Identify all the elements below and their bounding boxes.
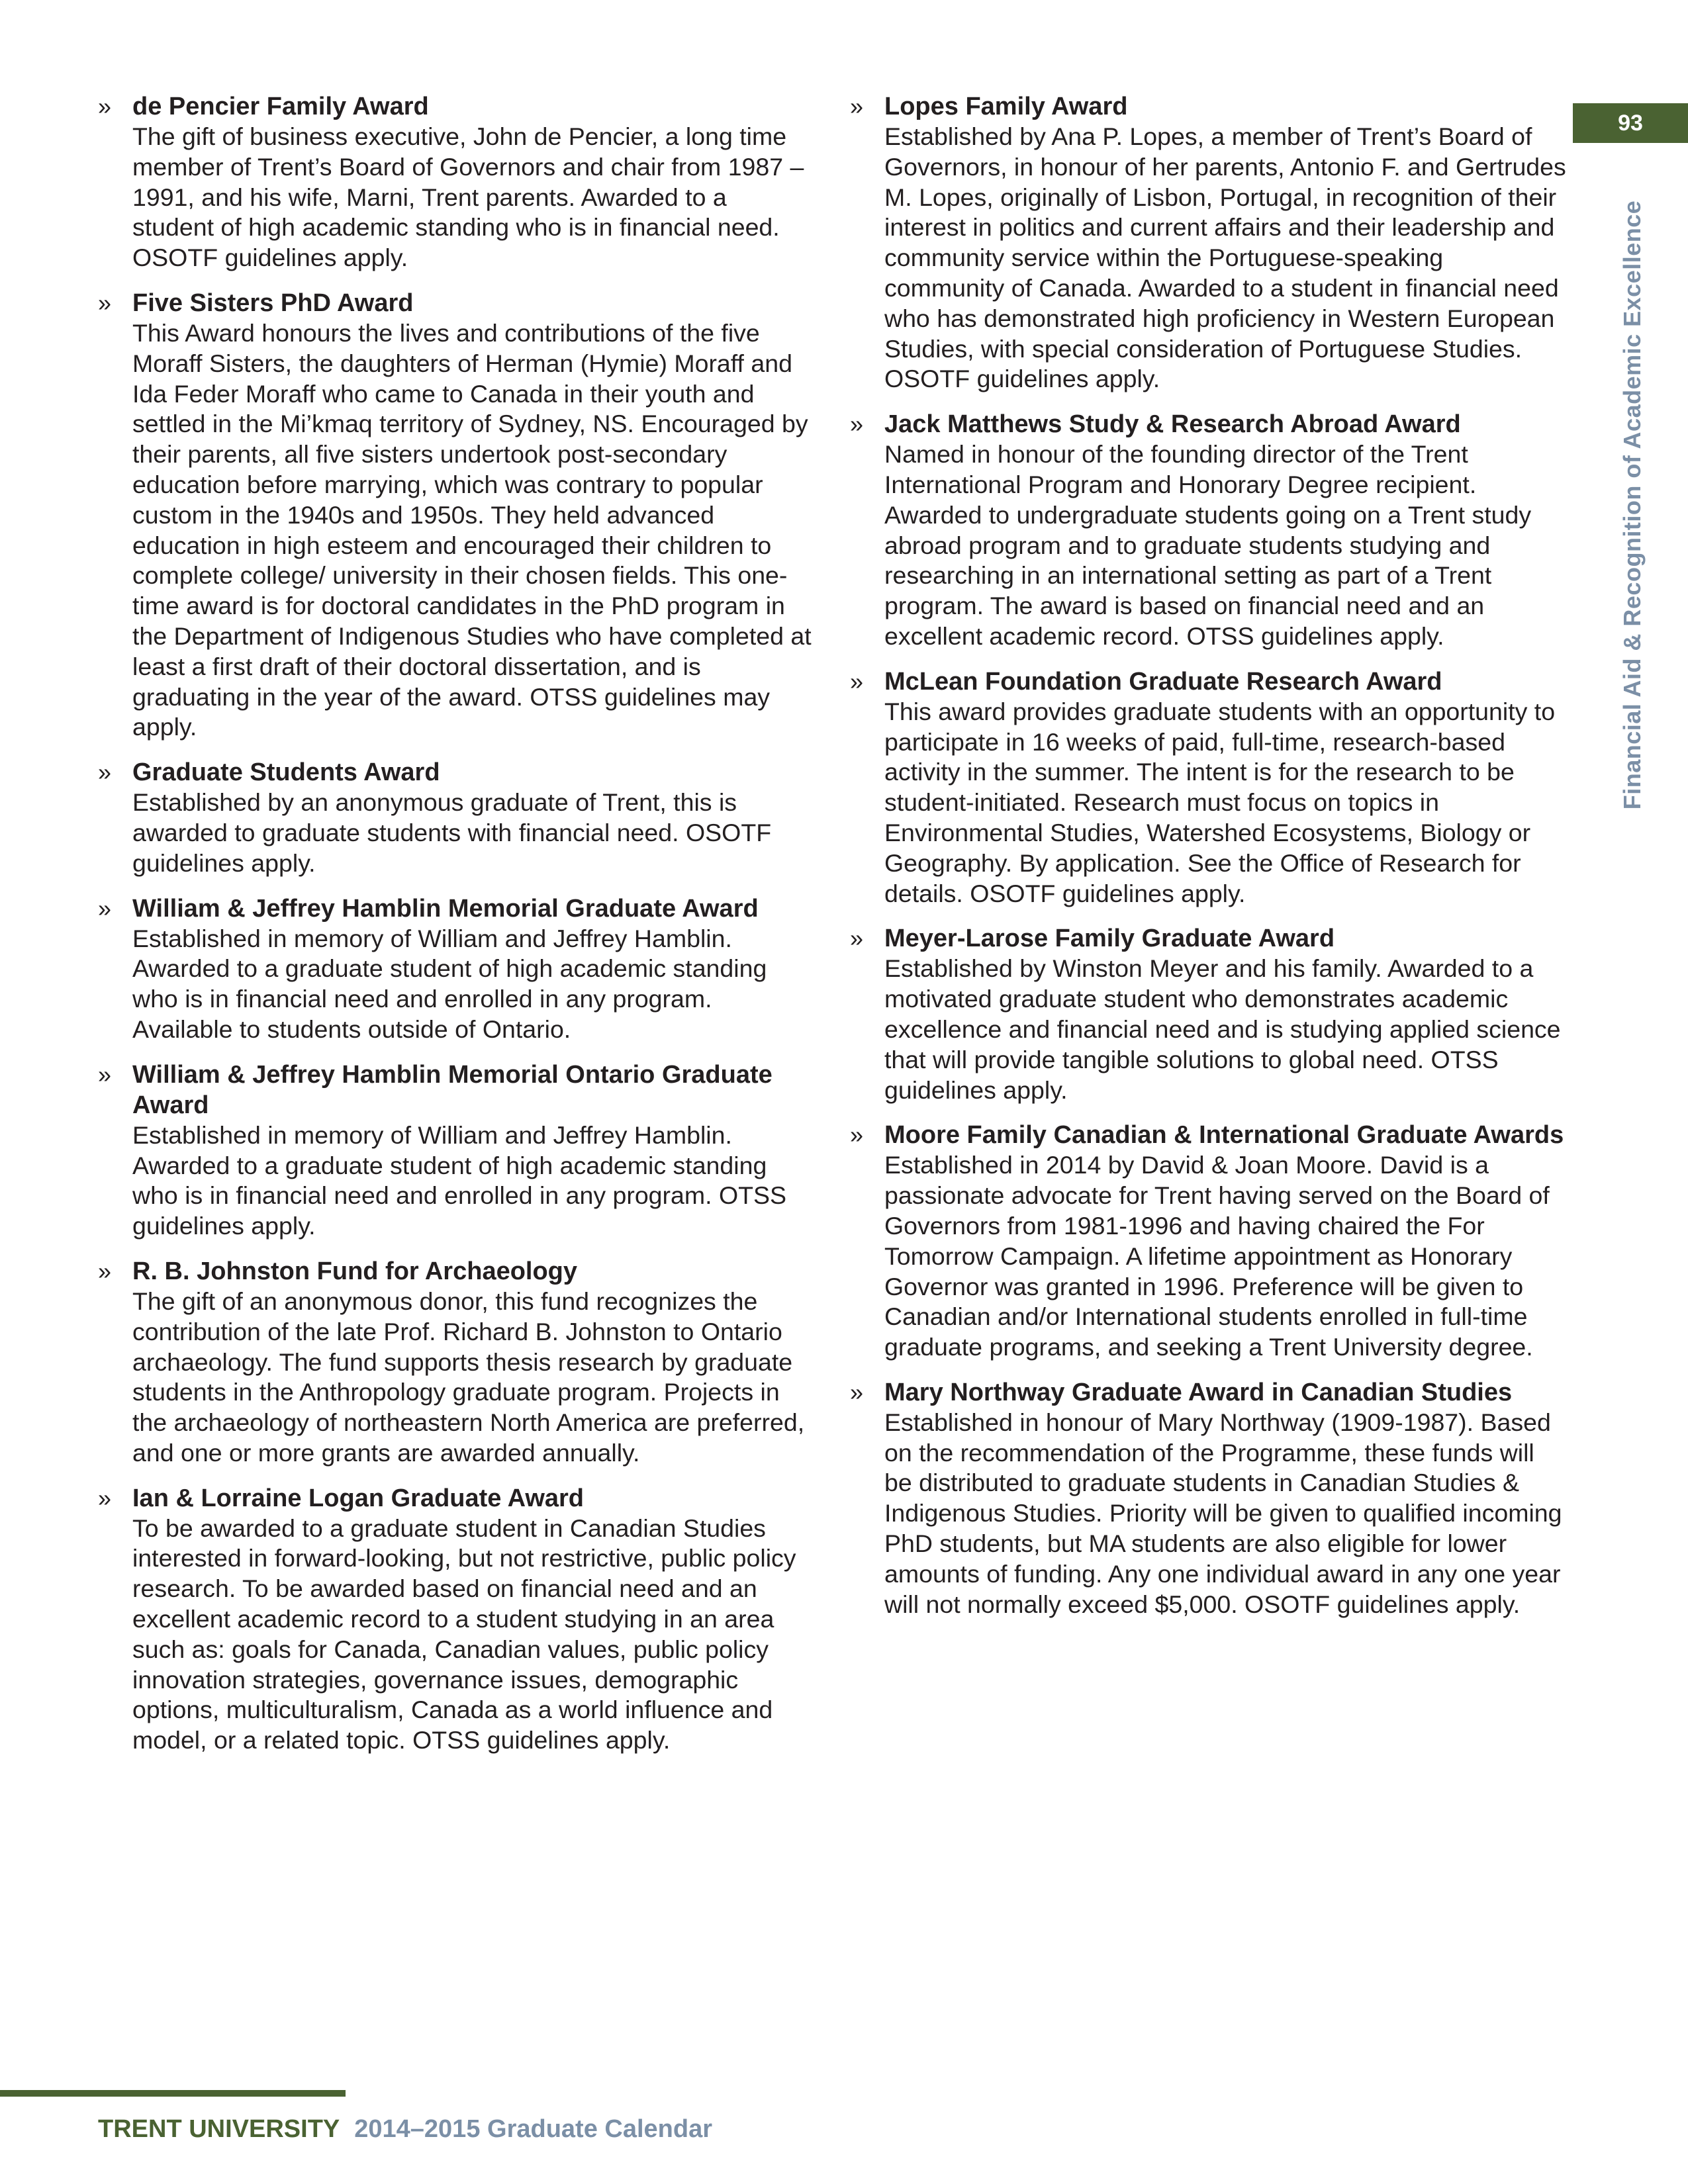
footer-university: TRENT UNIVERSITY [98,2115,340,2143]
award-entry [93,1256,814,1469]
award-description: Established in honour of Mary Northway (1909-1987). Based on the recommendation of the Programme, these funds will be distributed to graduate students in Canadian Studies & Indigenous Studies. Priority will be given to qualified incoming PhD students, but MA students are also eligible for lower amounts of funding. Any one individual award in any one year will not normally exceed $5,000. OSOTF guidelines apply. [884,1408,1562,1618]
award-title: Meyer-Larose Family Graduate Award [884,925,1335,953]
award-description: Named in honour of the founding director of the Trent International Program and Honorary Degree recipient. Awarded to undergraduate students going on a Trent study abroad program and to graduate students studying and researching in an international setting as part of a Trent program. The award is based on financial need and an excellent academic record. OTSS guidelines apply. [884,440,1532,650]
award-entry [93,893,814,1045]
award-description: Established in 2014 by David & Joan Moore. David is a passionate advocate for Trent having served on the Board of Governors from 1981-1996 and having chaired the For Tomorrow Campaign. A lifetime appointment as Honorary Governor was granted in 1996. Preference will be given to Canadian and/or International students enrolled in full-time graduate programs, and seeking a Trent University degree. [884,1151,1550,1361]
bullet-marker: » [98,894,112,922]
award-description: Established by Winston Meyer and his family. Awarded to a motivated graduate student who demonstrates academic excellence and financial need and is studying applied science that will provide tangible solutions to global need. OTSS guidelines apply. [884,954,1561,1104]
award-title: R. B. Johnston Fund for Archaeology [132,1257,578,1285]
bullet-marker: » [98,289,112,316]
award-title: McLean Foundation Graduate Research Award [884,667,1442,696]
bullet-marker: » [98,1060,112,1088]
section-title: Financial Aid & Recognition of Academic Excellence [1618,200,1646,810]
award-title: Ian & Lorraine Logan Graduate Award [132,1484,585,1512]
award-description: The gift of an anonymous donor, this fund recognizes the contribution of the late Prof. Richard B. Johnston to Ontario archaeology. The fund supports thesis research by graduate students in the Anthropology graduate program. Projects in the archaeology of northeastern North America are preferred, and one or more grants are awarded annually. [132,1287,805,1467]
award-entry [93,1483,814,1756]
award-description: This Award honours the lives and contributions of the five Moraff Sisters, the daughters of Herman (Hymie) Moraff and Ida Feder Moraff who came to Canada in their youth and settled in the Mi’kmaq territory of Sydney, NS. Encouraged by their parents, all five sisters undertook post-secondary education before marrying, which was contrary to popular custom in the 1940s and 1950s. They held advanced education in high esteem and encouraged their children to complete college/ university in their chosen fields. This one-time award is for doctoral candidates in the PhD program in the Department of Indigenous Studies who have completed at least a first draft of their doctoral dissertation, and is graduating in the year of the award. OTSS guidelines may apply. [132,318,812,741]
award-description: Established in memory of William and Jeffrey Hamblin. Awarded to a graduate student of high academic standing who is in financial need and enrolled in any program. OTSS guidelines apply. [132,1120,787,1240]
award-entry [845,409,1566,652]
bullet-marker: » [850,1121,864,1149]
award-entry [93,757,814,878]
footer-calendar: 2014–2015 Graduate Calendar [354,2115,713,2143]
award-entry [93,288,814,743]
award-title: de Pencier Family Award [132,93,429,120]
bullet-marker: » [850,410,864,438]
bullet-marker: » [98,1257,112,1285]
footer [98,2113,712,2146]
award-description: Established by an anonymous graduate of Trent, this is awarded to graduate students with financial need. OSOTF guidelines apply. [132,788,772,877]
award-entry [845,666,1566,909]
bullet-marker: » [98,758,112,786]
award-entry [845,923,1566,1105]
award-title: Moore Family Canadian & International Graduate Awards [884,1121,1564,1150]
bullet-marker: » [98,1484,112,1512]
award-description: The gift of business executive, John de Pencier, a long time member of Trent’s Board of Governors and chair from 1987 – 1991, and his wife, Marni, Trent parents. Awarded to a student of high academic standing who is in financial need. OSOTF guidelines apply. [132,122,804,272]
footer-rule [0,2090,346,2097]
right-column [845,91,1566,1634]
award-description: Established by Ana P. Lopes, a member of Trent’s Board of Governors, in honour of her parents, Antonio F. and Gertrudes M. Lopes, originally of Lisbon, Portugal, in recognition of their interest in politics and current affairs and their leadership and community service within the Portuguese-speaking community of Canada. Awarded to a student in financial need who has demonstrated high proficiency in Western European Studies, with special consideration of Portuguese Studies. OSOTF guidelines apply. [884,122,1566,393]
award-entry [93,1060,814,1242]
bullet-marker: » [850,93,864,120]
award-title: Five Sisters PhD Award [132,289,414,317]
award-title: Jack Matthews Study & Research Abroad Award [884,410,1461,439]
award-title: William & Jeffrey Hamblin Memorial Ontario Graduate Award [132,1060,773,1119]
award-entry [93,91,814,273]
award-entry [845,1377,1566,1620]
award-title: William & Jeffrey Hamblin Memorial Graduate Award [132,894,759,923]
award-title: Mary Northway Graduate Award in Canadian Studies [884,1378,1513,1406]
left-column [93,91,814,1770]
award-entry [845,91,1566,394]
bullet-marker: » [850,1378,864,1406]
bullet-marker: » [850,667,864,695]
award-description: Established in memory of William and Jeffrey Hamblin. Awarded to a graduate student of high academic standing who is in financial need and enrolled in any program. Available to students outside of Ontario. [132,924,767,1043]
award-entry [845,1120,1566,1363]
award-title: Graduate Students Award [132,758,440,787]
award-description: To be awarded to a graduate student in Canadian Studies interested in forward-looking, but not restrictive, public policy research. To be awarded based on financial need and an excellent academic record to a student studying in an area such as: goals for Canada, Canadian values, public policy innovation strategies, governance issues, demographic options, multiculturalism, Canada as a world influence and model, or a related topic. OTSS guidelines apply. [132,1514,796,1754]
page-number: 93 [1573,103,1688,143]
bullet-marker: » [98,93,112,120]
bullet-marker: » [850,925,864,952]
award-description: This award provides graduate students with an opportunity to participate in 16 weeks of paid, full-time, research-based activity in the summer. The intent is for the research to be student-initiated. Research must focus on topics in Environmental Studies, Watershed Ecosystems, Biology or Geography. By application. See the Office of Research for details. OSOTF guidelines apply. [884,697,1556,907]
award-title: Lopes Family Award [884,93,1128,120]
